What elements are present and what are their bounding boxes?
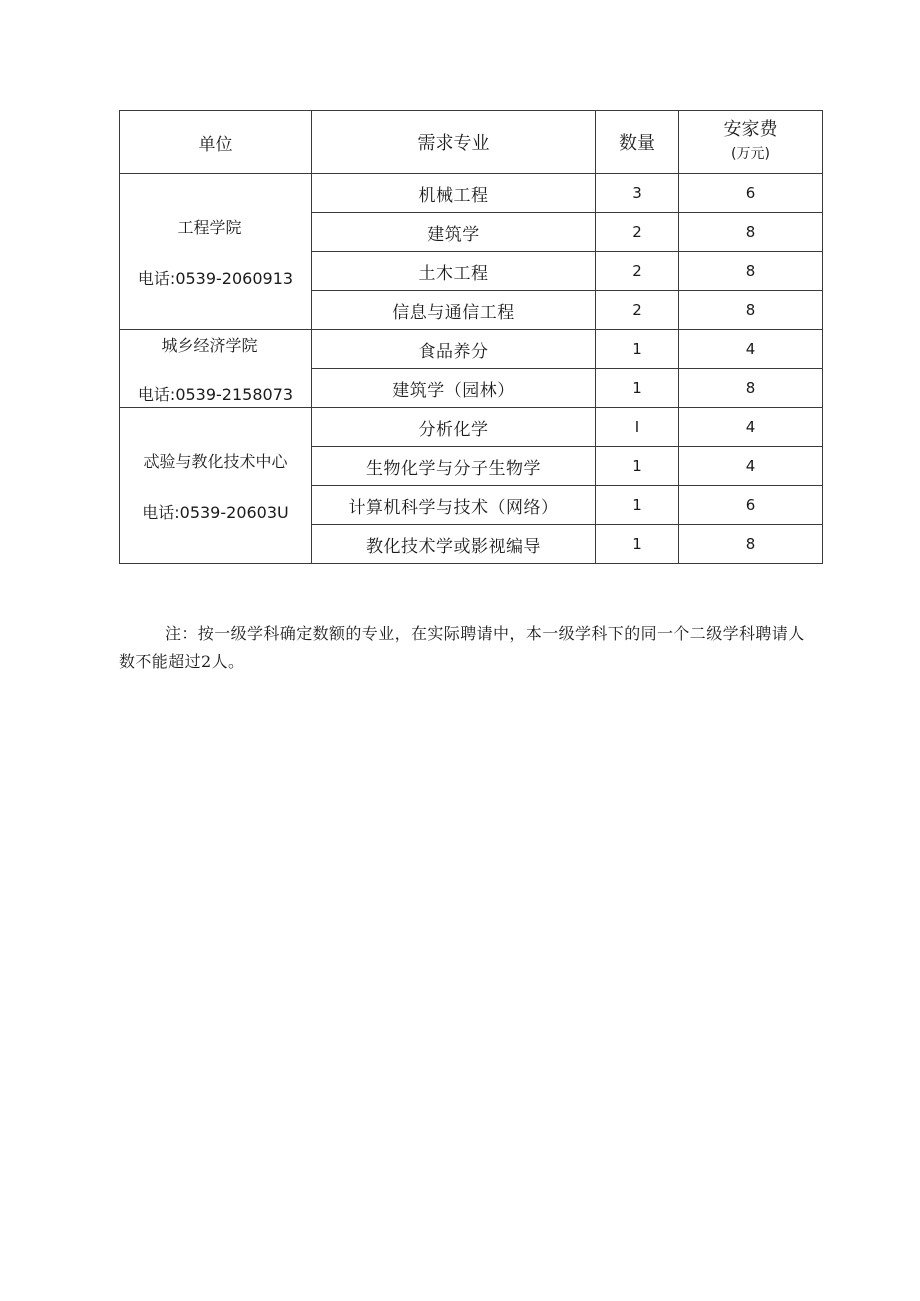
quantity-cell: 3 xyxy=(596,174,679,213)
unit-cell xyxy=(120,174,312,330)
footnote: 注：按一级学科确定数额的专业，在实际聘请中，本一级学科下的同一个二级学科聘请人数不能超过2人。 xyxy=(119,624,805,671)
major-cell: 生物化学与分子生物学 xyxy=(312,447,596,486)
quantity-cell: 1 xyxy=(596,486,679,525)
major-cell: 机械工程 xyxy=(312,174,596,213)
fee-cell: 4 xyxy=(679,447,823,486)
fee-cell: 4 xyxy=(679,330,823,369)
fee-cell: 4 xyxy=(679,408,823,447)
header-quantity: 数量 xyxy=(596,111,679,174)
major-cell: 建筑学 xyxy=(312,213,596,252)
fee-cell: 8 xyxy=(679,252,823,291)
quantity-cell: 1 xyxy=(596,369,679,408)
recruitment-table xyxy=(119,110,823,564)
header-fee xyxy=(679,111,823,174)
major-cell: 建筑学（园林） xyxy=(312,369,596,408)
fee-cell: 8 xyxy=(679,369,823,408)
unit-phone: 电话:0539-20603U xyxy=(142,502,289,522)
major-cell: 信息与通信工程 xyxy=(312,291,596,330)
unit-name: 工程学院 xyxy=(177,217,242,237)
fee-cell: 8 xyxy=(679,213,823,252)
header-major: 需求专业 xyxy=(312,111,596,174)
fee-cell: 8 xyxy=(679,525,823,564)
major-cell: 分析化学 xyxy=(312,408,596,447)
quantity-cell: 1 xyxy=(596,525,679,564)
quantity-cell: I xyxy=(596,408,679,447)
header-unit: 单位 xyxy=(120,111,312,174)
unit-name: 城乡经济学院 xyxy=(161,335,258,355)
fee-cell: 6 xyxy=(679,486,823,525)
unit-cell xyxy=(120,330,312,408)
quantity-cell: 2 xyxy=(596,252,679,291)
fee-cell: 6 xyxy=(679,174,823,213)
header-fee-title: 安家费 xyxy=(723,119,778,140)
table-row xyxy=(120,408,823,447)
unit-cell xyxy=(120,408,312,564)
major-cell: 计算机科学与技术（网络） xyxy=(312,486,596,525)
header-fee-unit: (万元) xyxy=(731,146,770,162)
unit-phone: 电话:0539-2060913 xyxy=(137,268,294,288)
unit-name: 忒验与教化技术中心 xyxy=(143,451,288,471)
fee-cell: 8 xyxy=(679,291,823,330)
major-cell: 土木工程 xyxy=(312,252,596,291)
quantity-cell: 2 xyxy=(596,213,679,252)
table-header-row xyxy=(120,111,823,174)
major-cell: 食品养分 xyxy=(312,330,596,369)
quantity-cell: 2 xyxy=(596,291,679,330)
unit-phone: 电话:0539-2158073 xyxy=(137,384,294,404)
major-cell: 教化技术学或影视编导 xyxy=(312,525,596,564)
table-row xyxy=(120,330,823,369)
quantity-cell: 1 xyxy=(596,447,679,486)
table-row xyxy=(120,174,823,213)
quantity-cell: 1 xyxy=(596,330,679,369)
